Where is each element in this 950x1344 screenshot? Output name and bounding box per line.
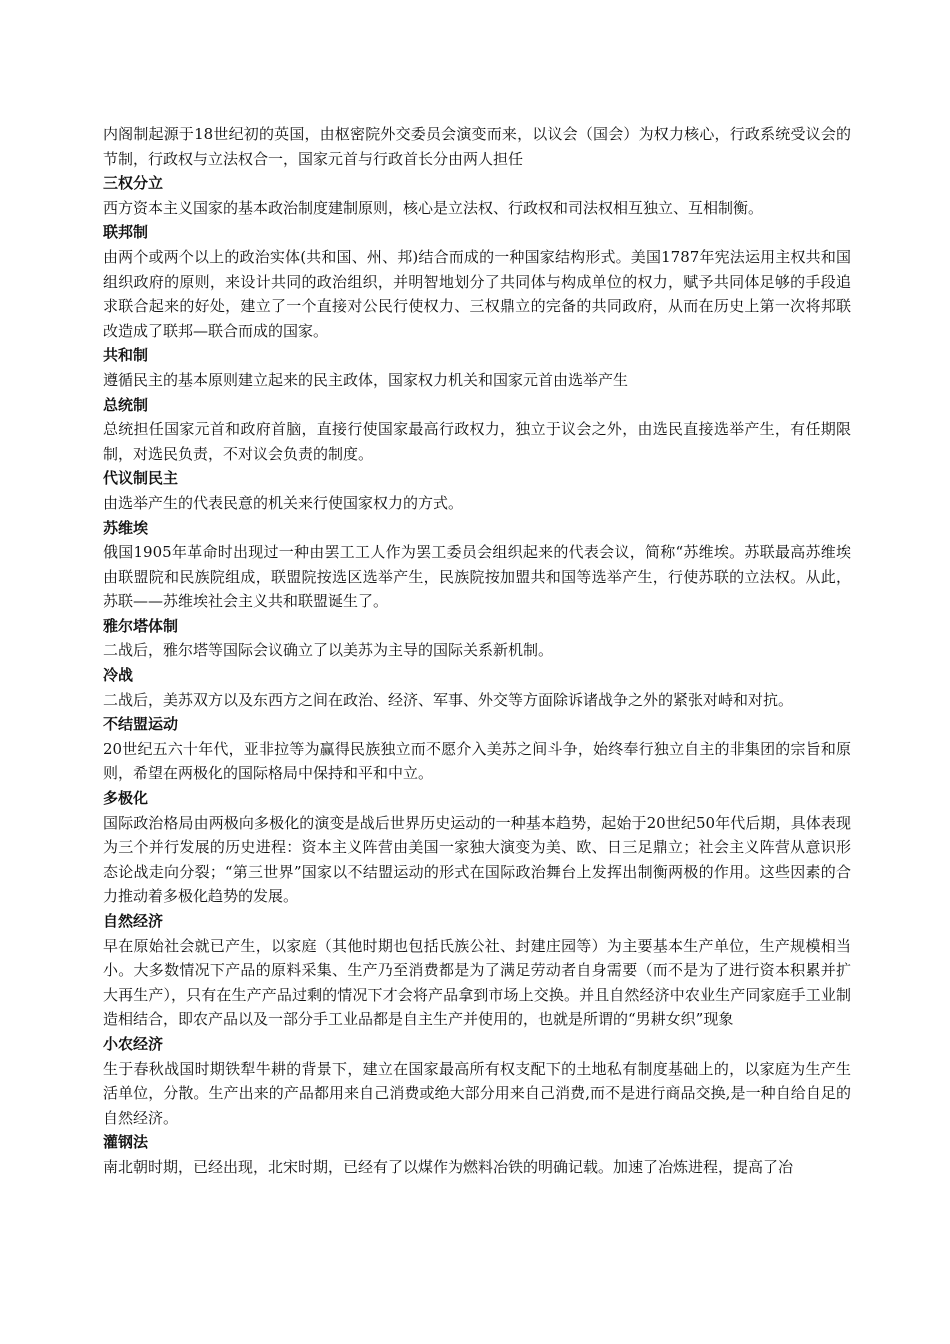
- term-definition: 早在原始社会就已产生，以家庭（其他时期也包括氏族公社、封建庄园等）为主要基本生产单位，生产规模相当小。大多数情况下产品的原料采集、生产乃至消费都是为了满足劳动者自身需要（而不是为了进行资本积累并扩大再生产），只有在生产产品过剩的情况下才会将产品拿到市场上交换。并且自然经济中农业生产同家庭手工业制造相结合，即农产品以及一部分手工业品都是自主生产并使用的，也就是所谓的“男耕女织”现象: [103, 936, 851, 1029]
- intro-paragraph: 内阁制起源于18世纪初的英国，由枢密院外交委员会演变而来，以议会（国会）为权力核心，行政系统受议会的节制，行政权与立法权合一，国家元首与行政首长分由两人担任: [103, 125, 851, 168]
- term-definition: 20世纪五六十年代，亚非拉等为赢得民族独立而不愿介入美苏之间斗争，始终奉行独立自主的非集团的宗旨和原则，希望在两极化的国际格局中保持和平和中立。: [103, 739, 851, 783]
- term-definition: 南北朝时期，已经出现，北宋时期，已经有了以煤作为燃料冶铁的明确记载。加速了冶炼进程，提高了冶: [103, 1157, 794, 1176]
- term-definition: 由两个或两个以上的政治实体(共和国、州、邦)结合而成的一种国家结构形式。美国1787年宪法运用主权共和国组织政府的原则，来设计共同的政治组织，并明智地划分了共同体与构成单位的权力，赋予共同体足够的手段追求联合起来的好处，建立了一个直接对公民行使权力、三权鼎立的完备的共同政府，从而在历史上第一次将邦联改造成了联邦—联合而成的国家。: [103, 247, 851, 340]
- term-heading: 冷战: [103, 666, 134, 685]
- term-heading: 多极化: [103, 789, 149, 808]
- term-definition: 由选举产生的代表民意的机关来行使国家权力的方式。: [103, 493, 464, 512]
- term-definition: 二战后，雅尔塔等国际会议确立了以美苏为主导的国际关系新机制。: [103, 641, 554, 660]
- term-definition: 总统担任国家元首和政府首脑，直接行使国家最高行政权力，独立于议会之外，由选民直接选举产生，有任期限制，对选民负责，不对议会负责的制度。: [103, 420, 851, 463]
- term-definition: 国际政治格局由两极向多极化的演变是战后世界历史运动的一种基本趋势，起始于20世纪50年代后期，具体表现为三个并行发展的历史进程：资本主义阵营由美国一家独大演变为美、欧、日三足鼎立；社会主义阵营从意识形态论战走向分裂；“第三世界”国家以不结盟运动的形式在国际政治舞台上发挥出制衡两极的作用。这些因素的合力推动着多极化趋势的发展。: [103, 813, 851, 906]
- term-heading: 代议制民主: [103, 469, 179, 488]
- term-definition: 遵循民主的基本原则建立起来的民主政体，国家权力机关和国家元首由选举产生: [103, 370, 629, 389]
- term-heading: 三权分立: [103, 174, 164, 193]
- term-heading: 苏维埃: [103, 518, 149, 537]
- term-heading: 灌钢法: [103, 1133, 149, 1152]
- term-heading: 总统制: [103, 395, 149, 414]
- term-heading: 共和制: [103, 346, 149, 365]
- term-heading: 小农经济: [103, 1034, 164, 1053]
- document-page: [103, 122, 851, 1180]
- term-heading: 联邦制: [103, 223, 149, 242]
- term-heading: 雅尔塔体制: [103, 616, 179, 635]
- term-heading: 自然经济: [103, 912, 164, 930]
- term-definition: 生于春秋战国时期铁犁牛耕的背景下，建立在国家最高所有权支配下的土地私有制度基础上的，以家庭为生产生活单位，分散。生产出来的产品都用来自己消费或绝大部分用来自己消费,而不是进行商品交换,是一种自给自足的自然经济。: [103, 1059, 851, 1127]
- term-heading: 不结盟运动: [103, 715, 179, 734]
- term-definition: 二战后，美苏双方以及东西方之间在政治、经济、军事、外交等方面除诉诸战争之外的紧张对峙和对抗。: [103, 690, 794, 709]
- term-definition: 西方资本主义国家的基本政治制度建制原则，核心是立法权、行政权和司法权相互独立、互相制衡。: [103, 198, 764, 217]
- term-definition: 俄国1905年革命时出现过一种由罢工工人作为罢工委员会组织起来的代表会议，简称“苏维埃。苏联最高苏维埃由联盟院和民族院组成，联盟院按选区选举产生，民族院按加盟共和国等选举产生，行使苏联的立法权。从此，苏联——苏维埃社会主义共和联盟诞生了。: [103, 543, 851, 611]
